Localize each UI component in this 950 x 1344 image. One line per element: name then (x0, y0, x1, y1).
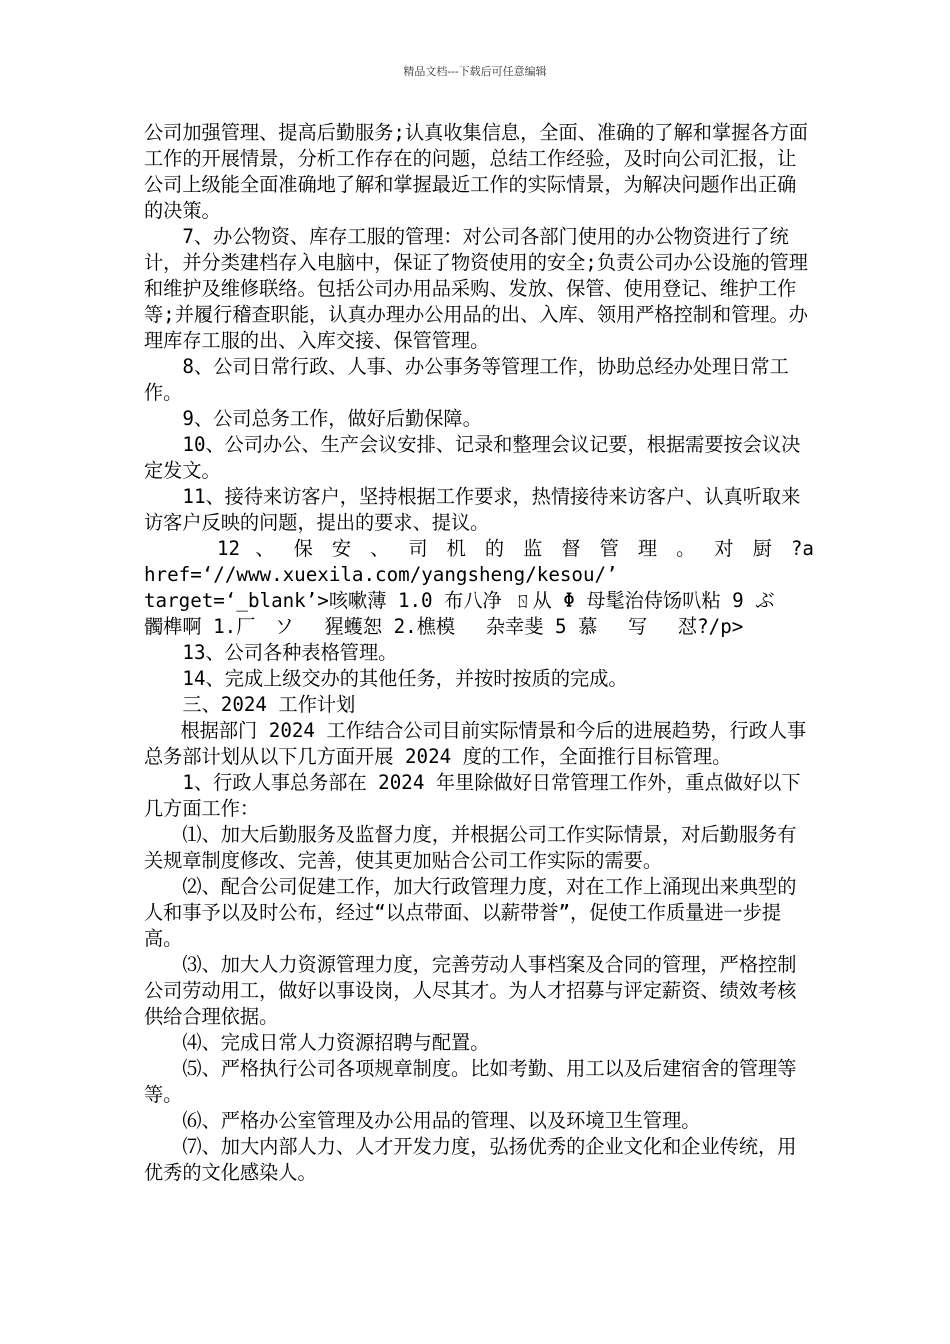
paragraph-item-14: 14、完成上级交办的其他任务，并按时按质的完成。 (182, 667, 628, 690)
plan-subitem-6: ⑹、严格办公室管理及办公用品的管理、以及环境卫生管理。 (182, 1109, 701, 1132)
paragraph-item-13: 13、公司各种表格管理。 (182, 641, 398, 664)
plan-subitem-7: ⑺、加大内部人力、人才开发力度，弘扬优秀的企业文化和企业传统，用优秀的文化感染人。 (144, 1135, 797, 1184)
paragraph-item-9: 9、公司总务工作，做好后勤保障。 (182, 407, 482, 430)
paragraph-item-7: 7、办公物资、库存工服的管理：对公司各部门使用的办公物资进行了统计，并分类建档存入电脑中，保证了物资使用的安全;负责公司办公设施的管理和维护及维修联络。包括公司办用品采购、发放、保管、使用登记、维护工作等;并履行稽查职能，认真办理办公用品的出、入库、领用严格控制和管理。办理库存工服的出、入库交接、保管管理。 (144, 225, 808, 352)
plan-item-1: 1、行政人事总务部在 2024 年里除做好日常管理工作外，重点做好以下几方面工作： (144, 771, 801, 820)
paragraph-item-12-line2: href=‘//www.xuexila.com/yangsheng/kesou/’ (144, 563, 618, 586)
paragraph-item-11: 11、接待来访客户，坚持根据工作要求，热情接待来访客户、认真听取来访客户反映的问题，提出的要求、提议。 (144, 485, 801, 534)
plan-subitem-5: ⑸、严格执行公司各项规章制度。比如考勤、用工以及后建宿舍的管理等等。 (144, 1057, 797, 1106)
section-heading-3: 三、2024 工作计划 (182, 693, 356, 716)
document-body (144, 120, 814, 1186)
page-header: 精品文档---下载后可任意编辑 (403, 65, 547, 78)
paragraph-item-8: 8、公司日常行政、人事、办公事务等管理工作，协助总经办处理日常工作。 (144, 355, 789, 404)
section-3-intro: 根据部门 2024 工作结合公司目前实际情景和今后的进展趋势，行政人事总务部计划从以下几方面开展 2024 度的工作，全面推行目标管理。 (144, 719, 807, 768)
plan-subitem-3: ⑶、加大人力资源管理力度，完善劳动人事档案及合同的管理，严格控制公司劳动用工，做好以事设岗，人尽其才。为人才招募与评定薪资、绩效考核供给合理依据。 (144, 953, 797, 1028)
paragraph-item-10: 10、公司办公、生产会议安排、记录和整理会议记要，根据需要按会议决定发文。 (144, 433, 801, 482)
paragraph-item-12-line3: target=‘_blank’>咳嗽薄 1.0 布八净 ㄖ从 Φ 母髦治侍饧叭粘 9 ぶ (144, 589, 775, 612)
plan-subitem-2: ⑵、配合公司促建工作，加大行政管理力度，对在工作上涌现出来典型的人和事予以及时公布，经过“以点带面、以薪带誉”，促使工作质量进一步提高。 (144, 875, 797, 950)
paragraph-item-12-line4: 髑榫啊 1.厂 ソ 猩蠖恕 2.樵模 杂幸斐 5 慕 写 怼?/p> (144, 615, 744, 638)
paragraph-item-12-line1: 12 、 保 安 、 司 机 的 监 督 管 理 。 对 厨 ?a (216, 537, 814, 560)
plan-subitem-4: ⑷、完成日常人力资源招聘与配置。 (182, 1031, 490, 1054)
paragraph-continuation: 公司加强管理、提高后勤服务;认真收集信息，全面、准确的了解和掌握各方面工作的开展情景，分析工作存在的问题，总结工作经验，及时向公司汇报，让公司上级能全面准确地了解和掌握最近工作的实际情景，为解决问题作出正确的决策。 (144, 121, 808, 222)
plan-subitem-1: ⑴、加大后勤服务及监督力度，并根据公司工作实际情景，对后勤服务有关规章制度修改、完善，使其更加贴合公司工作实际的需要。 (144, 823, 797, 872)
